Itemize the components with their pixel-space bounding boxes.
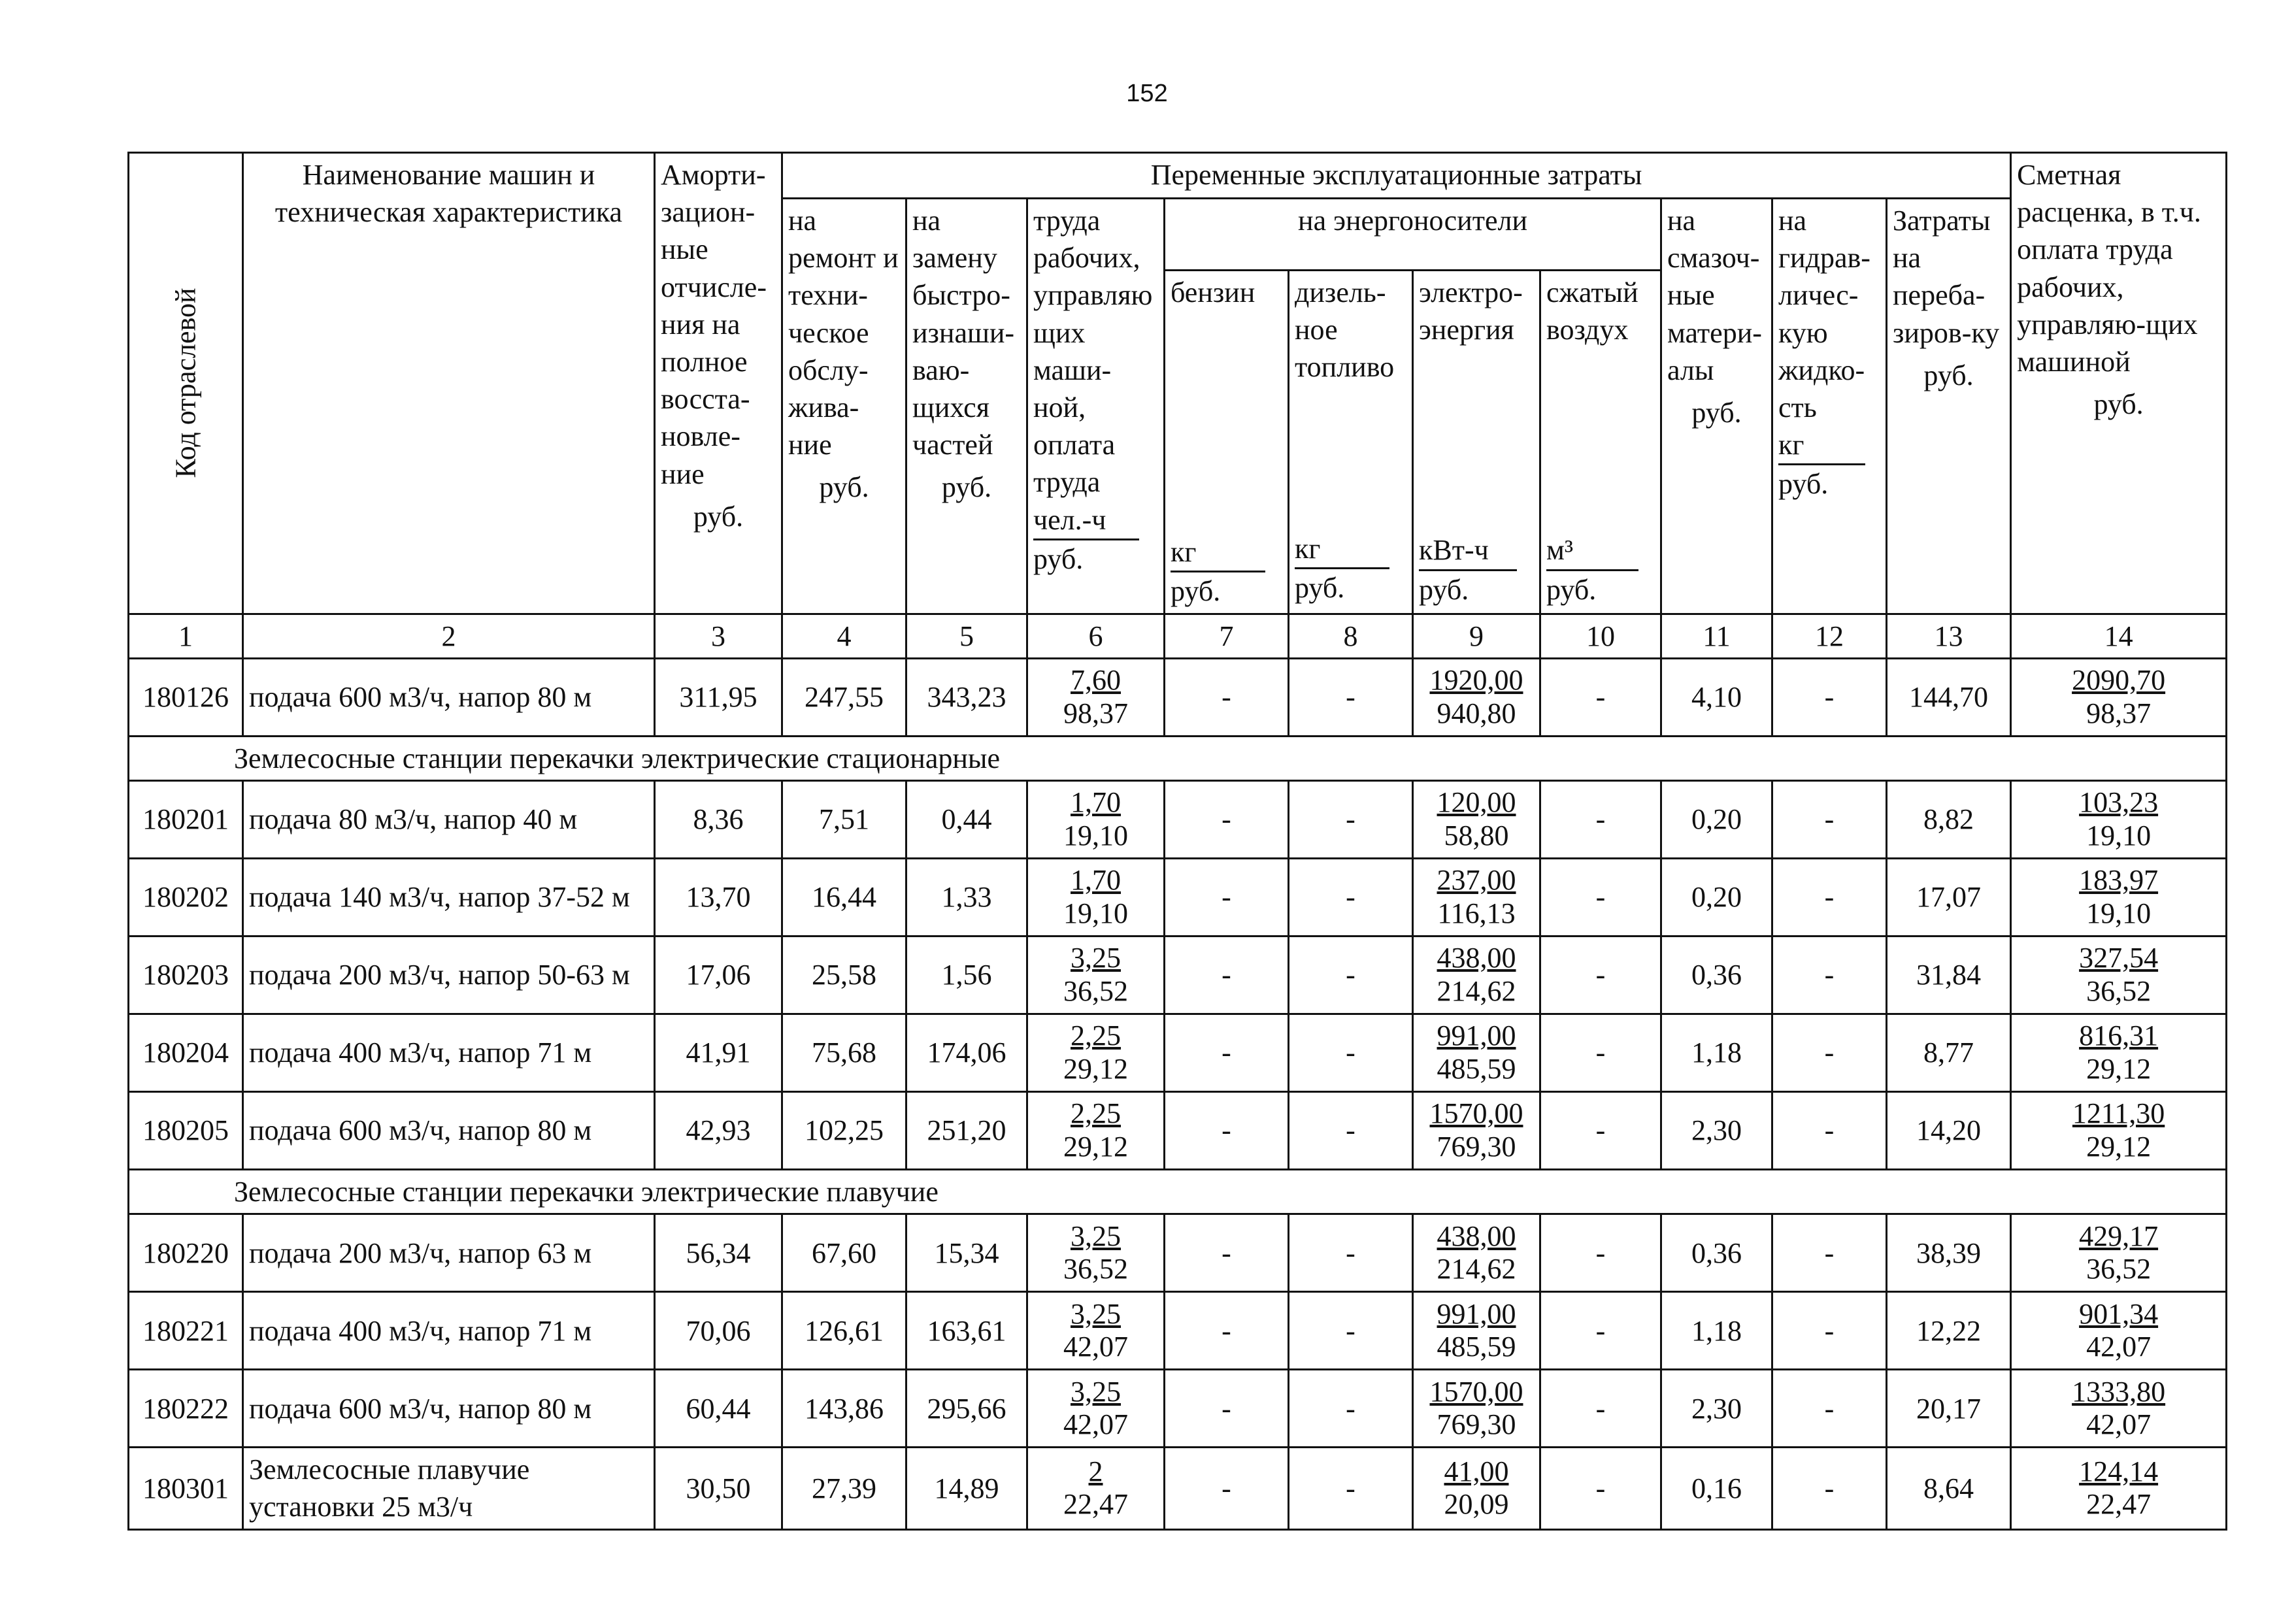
- lubricants-value: 4,10: [1691, 681, 1742, 714]
- amortization-value: 311,95: [679, 681, 757, 714]
- relocation-value: 20,17: [1916, 1392, 1982, 1425]
- amortization-value: 70,06: [686, 1314, 751, 1347]
- section-title: Землесосные станции перекачки электрические стационарные: [129, 736, 2227, 780]
- amortization-value: 30,50: [686, 1472, 751, 1504]
- row-code: 180221: [142, 1314, 229, 1347]
- labor-value-bottom: 29,12: [1063, 1130, 1128, 1163]
- repair-value: 126,61: [805, 1314, 884, 1347]
- row-name: подача 80 м3/ч, напор 40 м: [249, 803, 578, 836]
- repair-value: 67,60: [812, 1236, 876, 1269]
- col-header-relocation: Затраты на переба-зиров-ку руб.: [1887, 199, 2011, 614]
- col-number: 13: [1887, 614, 2011, 658]
- table-row: [129, 936, 2227, 1014]
- hydraulic-value: -: [1824, 1314, 1835, 1347]
- gasoline-value: -: [1222, 1236, 1231, 1269]
- labor-value-top: 3,25: [1071, 1297, 1121, 1330]
- labor-value-bottom: 42,07: [1063, 1331, 1128, 1363]
- col-number: 11: [1661, 614, 1772, 658]
- estimate-value-bottom: 36,52: [2086, 1253, 2152, 1285]
- col-header-diesel: дизель-ное топливо кг руб.: [1289, 271, 1413, 614]
- relocation-value: 12,22: [1916, 1314, 1982, 1347]
- col-number: 7: [1165, 614, 1289, 658]
- repair-value: 7,51: [819, 803, 869, 836]
- diesel-value: -: [1346, 881, 1355, 914]
- electricity-value-bottom: 58,80: [1444, 819, 1509, 852]
- amortization-value: 17,06: [686, 959, 751, 991]
- gasoline-value: -: [1222, 681, 1231, 714]
- estimate-value-bottom: 42,07: [2086, 1408, 2152, 1441]
- col-header-amortization: Аморти-зацион-ные отчисле-ния на полное восста-новле-ние руб.: [655, 153, 782, 614]
- repair-value: 75,68: [812, 1036, 876, 1069]
- table-row: [129, 858, 2227, 936]
- row-code: 180220: [142, 1236, 229, 1269]
- labor-value-bottom: 22,47: [1063, 1488, 1128, 1521]
- col-header-labor: труда рабочих, управляю щих маши-ной, оплата труда чел.-ч руб.: [1027, 199, 1165, 614]
- air-value: -: [1595, 959, 1606, 991]
- air-value: -: [1595, 1314, 1606, 1347]
- electricity-value-bottom: 214,62: [1437, 974, 1516, 1007]
- labor-value-top: 2,25: [1071, 1097, 1121, 1130]
- column-numbers-row: [129, 614, 2227, 658]
- relocation-value: 38,39: [1916, 1236, 1982, 1269]
- gasoline-value: -: [1222, 881, 1231, 914]
- gasoline-value: -: [1222, 1036, 1231, 1069]
- hydraulic-value: -: [1824, 1114, 1835, 1147]
- air-value: -: [1595, 681, 1606, 714]
- relocation-value: 8,77: [1923, 1036, 1974, 1069]
- electricity-value-bottom: 485,59: [1437, 1052, 1516, 1085]
- diesel-value: -: [1346, 681, 1355, 714]
- labor-value-top: 1,70: [1071, 864, 1121, 897]
- lubricants-value: 0,20: [1691, 881, 1742, 914]
- row-name: Землесосные плавучие установки 25 м3/ч: [249, 1453, 530, 1523]
- electricity-value-top: 1570,00: [1429, 1097, 1523, 1130]
- relocation-value: 14,20: [1916, 1114, 1982, 1147]
- row-name: подача 200 м3/ч, напор 50-63 м: [249, 959, 630, 991]
- col-header-air: сжатый воздух м³ руб.: [1540, 271, 1661, 614]
- electricity-value-top: 237,00: [1437, 864, 1516, 897]
- col-number: 1: [129, 614, 243, 658]
- labor-value-top: 3,25: [1071, 1219, 1121, 1252]
- gasoline-value: -: [1222, 1114, 1231, 1147]
- row-code: 180202: [142, 881, 229, 914]
- row-code: 180203: [142, 959, 229, 991]
- electricity-value-bottom: 20,09: [1444, 1488, 1509, 1521]
- estimate-value-top: 103,23: [2079, 786, 2159, 819]
- labor-value-bottom: 98,37: [1063, 697, 1128, 729]
- air-value: -: [1595, 1472, 1606, 1504]
- row-name: подача 400 м3/ч, напор 71 м: [249, 1314, 592, 1347]
- col-number: 5: [906, 614, 1027, 658]
- parts-value: 0,44: [941, 803, 992, 836]
- hydraulic-value: -: [1824, 1236, 1835, 1269]
- col-header-energy: на энергоносители: [1165, 199, 1661, 271]
- electricity-value-top: 991,00: [1437, 1297, 1516, 1330]
- row-name: подача 600 м3/ч, напор 80 м: [249, 681, 592, 714]
- row-name: подача 140 м3/ч, напор 37-52 м: [249, 881, 630, 914]
- col-header-electricity: электро-энергия кВт-ч руб.: [1413, 271, 1540, 614]
- labor-value-top: 3,25: [1071, 942, 1121, 974]
- labor-value-bottom: 36,52: [1063, 974, 1128, 1007]
- parts-value: 174,06: [927, 1036, 1006, 1069]
- parts-value: 163,61: [927, 1314, 1006, 1347]
- labor-value-bottom: 19,10: [1063, 819, 1128, 852]
- estimate-value-top: 1333,80: [2072, 1375, 2166, 1408]
- relocation-value: 8,64: [1923, 1472, 1974, 1504]
- air-value: -: [1595, 1036, 1606, 1069]
- electricity-value-top: 438,00: [1437, 942, 1516, 974]
- estimate-value-top: 124,14: [2079, 1455, 2159, 1487]
- rates-table: [127, 152, 2227, 1531]
- table-body: [129, 658, 2227, 1529]
- electricity-value-top: 120,00: [1437, 786, 1516, 819]
- estimate-value-top: 901,34: [2079, 1297, 2159, 1330]
- col-number: 4: [782, 614, 906, 658]
- row-code: 180205: [142, 1114, 229, 1147]
- estimate-value-top: 327,54: [2079, 942, 2159, 974]
- labor-value-bottom: 29,12: [1063, 1052, 1128, 1085]
- labor-value-top: 2: [1088, 1455, 1103, 1487]
- amortization-value: 41,91: [686, 1036, 751, 1069]
- lubricants-value: 2,30: [1691, 1392, 1742, 1425]
- labor-value-top: 1,70: [1071, 786, 1121, 819]
- col-number: 12: [1772, 614, 1887, 658]
- repair-value: 25,58: [812, 959, 876, 991]
- repair-value: 16,44: [812, 881, 876, 914]
- page-number: 152: [1126, 80, 1168, 107]
- col-header-lubricants: на смазоч-ные матери-алы руб.: [1661, 199, 1772, 614]
- diesel-value: -: [1346, 1036, 1355, 1069]
- hydraulic-value: -: [1824, 881, 1835, 914]
- hydraulic-value: -: [1824, 681, 1835, 714]
- electricity-value-bottom: 769,30: [1437, 1130, 1516, 1163]
- table-row: [129, 1091, 2227, 1169]
- gasoline-value: -: [1222, 803, 1231, 836]
- electricity-value-top: 1920,00: [1429, 664, 1523, 697]
- col-header-code: Код отраслевой: [129, 153, 243, 614]
- labor-value-bottom: 36,52: [1063, 1253, 1128, 1285]
- parts-value: 295,66: [927, 1392, 1006, 1425]
- estimate-value-bottom: 29,12: [2086, 1130, 2152, 1163]
- estimate-value-bottom: 98,37: [2086, 697, 2152, 729]
- hydraulic-value: -: [1824, 1392, 1835, 1425]
- electricity-value-top: 991,00: [1437, 1019, 1516, 1052]
- col-number: 8: [1289, 614, 1413, 658]
- electricity-value-bottom: 769,30: [1437, 1408, 1516, 1441]
- diesel-value: -: [1346, 959, 1355, 991]
- row-code: 180204: [142, 1036, 229, 1069]
- col-number: 9: [1413, 614, 1540, 658]
- gasoline-value: -: [1222, 1314, 1231, 1347]
- lubricants-value: 2,30: [1691, 1114, 1742, 1147]
- estimate-value-bottom: 19,10: [2086, 819, 2152, 852]
- air-value: -: [1595, 803, 1606, 836]
- parts-value: 15,34: [934, 1236, 999, 1269]
- estimate-value-top: 2090,70: [2072, 664, 2166, 697]
- row-code: 180222: [142, 1392, 229, 1425]
- relocation-value: 17,07: [1916, 881, 1982, 914]
- electricity-value-bottom: 940,80: [1437, 697, 1516, 729]
- row-code: 180201: [142, 803, 229, 836]
- col-number: 6: [1027, 614, 1165, 658]
- electricity-value-top: 1570,00: [1429, 1375, 1523, 1408]
- estimate-value-top: 1211,30: [2072, 1097, 2165, 1130]
- diesel-value: -: [1346, 803, 1355, 836]
- parts-value: 14,89: [934, 1472, 999, 1504]
- lubricants-value: 0,20: [1691, 803, 1742, 836]
- table-row: [129, 1370, 2227, 1448]
- amortization-value: 13,70: [686, 881, 751, 914]
- amortization-value: 60,44: [686, 1392, 751, 1425]
- air-value: -: [1595, 1392, 1606, 1425]
- col-number: 3: [655, 614, 782, 658]
- electricity-value-bottom: 214,62: [1437, 1253, 1516, 1285]
- hydraulic-value: -: [1824, 1036, 1835, 1069]
- table-row: [129, 1014, 2227, 1091]
- estimate-value-bottom: 29,12: [2086, 1052, 2152, 1085]
- col-header-repair: на ремонт и техни-ческое обслу-жива-ние руб.: [782, 199, 906, 614]
- gasoline-value: -: [1222, 959, 1231, 991]
- col-header-name: Наименование машин и техническая характеристика: [243, 153, 655, 614]
- diesel-value: -: [1346, 1314, 1355, 1347]
- row-code: 180126: [142, 681, 229, 714]
- labor-value-top: 2,25: [1071, 1019, 1121, 1052]
- air-value: -: [1595, 1114, 1606, 1147]
- table-row: [129, 1448, 2227, 1529]
- col-header-estimate: Сметная расценка, в т.ч. оплата труда рабочих, управляю-щих машиной руб.: [2011, 153, 2227, 614]
- col-header-variable-costs: Переменные эксплуатационные затраты: [782, 153, 2011, 199]
- table-row: [129, 1292, 2227, 1370]
- col-header-parts: на замену быстро-изнаши-ваю-щихся частей руб.: [906, 199, 1027, 614]
- row-name: подача 600 м3/ч, напор 80 м: [249, 1114, 592, 1147]
- diesel-value: -: [1346, 1236, 1355, 1269]
- lubricants-value: 0,36: [1691, 959, 1742, 991]
- labor-value-bottom: 42,07: [1063, 1408, 1128, 1441]
- col-number: 10: [1540, 614, 1661, 658]
- row-name: подача 200 м3/ч, напор 63 м: [249, 1236, 592, 1269]
- diesel-value: -: [1346, 1472, 1355, 1504]
- parts-value: 1,56: [941, 959, 992, 991]
- section-header-row: [129, 736, 2227, 780]
- estimate-value-bottom: 42,07: [2086, 1331, 2152, 1363]
- row-name: подача 400 м3/ч, напор 71 м: [249, 1036, 592, 1069]
- repair-value: 247,55: [805, 681, 884, 714]
- relocation-value: 8,82: [1923, 803, 1974, 836]
- lubricants-value: 0,16: [1691, 1472, 1742, 1504]
- air-value: -: [1595, 881, 1606, 914]
- labor-value-top: 7,60: [1071, 664, 1121, 697]
- col-number: 2: [243, 614, 655, 658]
- electricity-value-bottom: 116,13: [1437, 897, 1516, 929]
- section-title: Землесосные станции перекачки электрические плавучие: [129, 1169, 2227, 1214]
- air-value: -: [1595, 1236, 1606, 1269]
- relocation-value: 31,84: [1916, 959, 1982, 991]
- gasoline-value: -: [1222, 1472, 1231, 1504]
- amortization-value: 8,36: [693, 803, 744, 836]
- parts-value: 1,33: [941, 881, 992, 914]
- electricity-value-bottom: 485,59: [1437, 1331, 1516, 1363]
- hydraulic-value: -: [1824, 959, 1835, 991]
- estimate-value-top: 429,17: [2079, 1219, 2159, 1252]
- labor-value-top: 3,25: [1071, 1375, 1121, 1408]
- diesel-value: -: [1346, 1392, 1355, 1425]
- parts-value: 251,20: [927, 1114, 1006, 1147]
- table-row: [129, 780, 2227, 858]
- table-row: [129, 1214, 2227, 1292]
- estimate-value-bottom: 19,10: [2086, 897, 2152, 929]
- estimate-value-top: 183,97: [2079, 864, 2159, 897]
- amortization-value: 42,93: [686, 1114, 751, 1147]
- col-number: 14: [2011, 614, 2227, 658]
- section-header-row: [129, 1169, 2227, 1214]
- relocation-value: 144,70: [1909, 681, 1989, 714]
- diesel-value: -: [1346, 1114, 1355, 1147]
- lubricants-value: 1,18: [1691, 1036, 1742, 1069]
- labor-value-bottom: 19,10: [1063, 897, 1128, 929]
- table-row: [129, 658, 2227, 736]
- col-header-gasoline: бензин кг руб.: [1165, 271, 1289, 614]
- hydraulic-value: -: [1824, 803, 1835, 836]
- repair-value: 102,25: [805, 1114, 884, 1147]
- col-header-hydraulic: на гидрав-личес-кую жидко-сть кг руб.: [1772, 199, 1887, 614]
- electricity-value-top: 41,00: [1444, 1455, 1509, 1487]
- electricity-value-top: 438,00: [1437, 1219, 1516, 1252]
- lubricants-value: 0,36: [1691, 1236, 1742, 1269]
- repair-value: 27,39: [812, 1472, 876, 1504]
- estimate-value-top: 816,31: [2079, 1019, 2159, 1052]
- repair-value: 143,86: [805, 1392, 884, 1425]
- parts-value: 343,23: [927, 681, 1006, 714]
- row-name: подача 600 м3/ч, напор 80 м: [249, 1392, 592, 1425]
- hydraulic-value: -: [1824, 1472, 1835, 1504]
- lubricants-value: 1,18: [1691, 1314, 1742, 1347]
- row-code: 180301: [142, 1472, 229, 1504]
- gasoline-value: -: [1222, 1392, 1231, 1425]
- amortization-value: 56,34: [686, 1236, 751, 1269]
- estimate-value-bottom: 22,47: [2086, 1488, 2152, 1521]
- estimate-value-bottom: 36,52: [2086, 974, 2152, 1007]
